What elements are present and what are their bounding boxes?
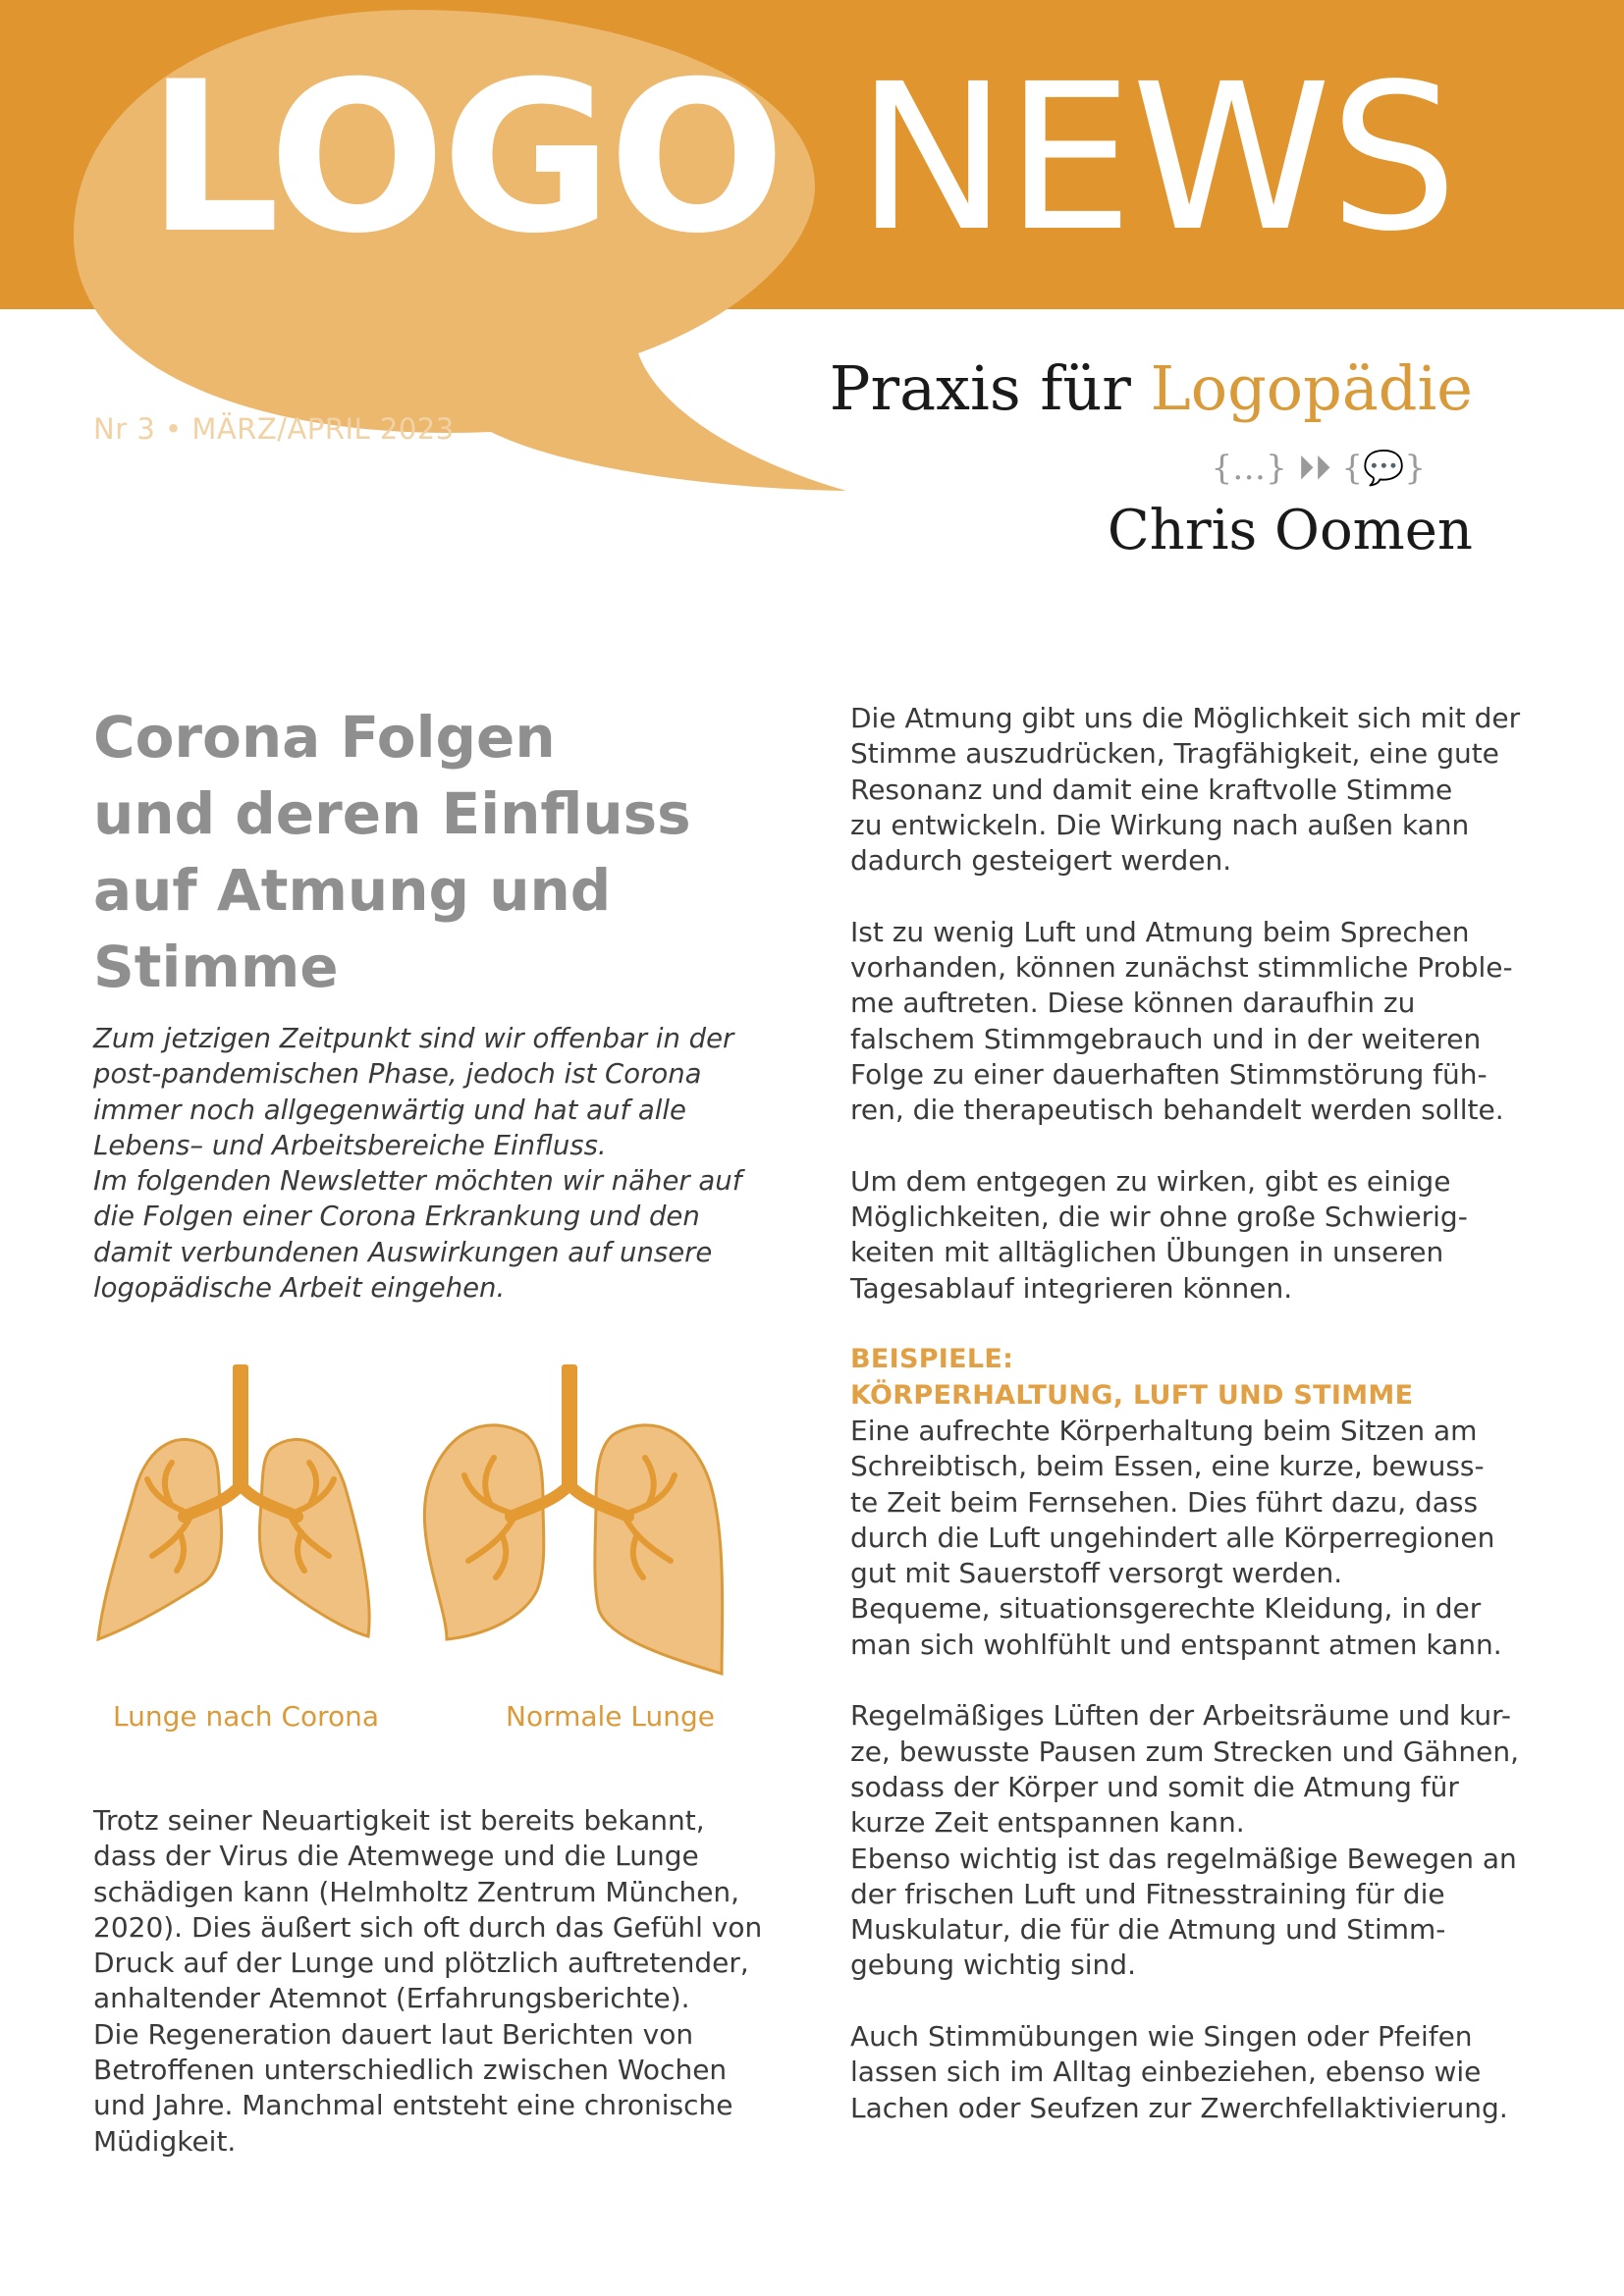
body-line: ren, die therapeutisch behandelt werden sollte. [850,1094,1504,1127]
body-line: Tagesablauf integrieren können. [850,1271,1293,1305]
practice-title [829,352,1473,424]
logo-word: LOGO [147,36,782,279]
headline-line: auf Atmung und [93,857,612,924]
body-line: te Zeit beim Fernsehen. Dies führt dazu, dass [850,1485,1479,1519]
body-line: Druck auf der Lunge und plötzlich auftretender, [93,1947,749,1980]
body-line: Lachen oder Seufzen zur Zwerchfellaktivierung. [850,2091,1508,2124]
intro-line: post-pandemischen Phase, jedoch ist Corona [93,1058,702,1091]
body-line: 2020). Dies äußert sich oft durch das Gefühl von [93,1910,763,1944]
body-line: sodass der Körper und somit die Atmung für [850,1770,1459,1803]
damaged-lungs-icon [98,1364,369,1639]
body-line: der frischen Luft und Fitnesstraining für die [850,1877,1445,1910]
body-line: Stimme auszudrücken, Tragfähigkeit, eine gute [850,737,1499,771]
body-line: me auftreten. Diese können daraufhin zu [850,987,1416,1020]
body-line: falschem Stimmgebrauch und in der weiteren [850,1022,1482,1055]
intro-line: Im folgenden Newsletter möchten wir näher auf [93,1165,742,1198]
paragraph-voice-problems [850,915,1538,1129]
body-line: lassen sich im Alltag einbeziehen, ebenso wie [850,2056,1482,2089]
headline-line: Stimme [93,934,339,1000]
body-line: Ist zu wenig Luft und Atmung beim Sprechen [850,915,1470,948]
paragraph-voice-exercises [850,2019,1538,2126]
caption-normal-lung: Normale Lunge [506,1700,716,1733]
right-column [850,701,1538,2126]
body-line: Auch Stimmübungen wie Singen oder Pfeifen [850,2019,1473,2053]
paragraph-posture [850,1414,1538,1663]
paragraph-countermeasures [850,1164,1538,1307]
intro-line: logopädische Arbeit eingehen. [93,1272,506,1305]
body-line: gut mit Sauerstoff versorgt werden. [850,1557,1343,1590]
normal-lungs-icon [424,1364,722,1674]
practice-brand-mark: {…} ⏵⏵ {💬} [1211,449,1426,488]
body-line: Trotz seiner Neuartigkeit ist bereits bekannt, [93,1804,705,1837]
body-line: Resonanz und damit eine kraftvolle Stimme [850,773,1453,806]
body-line: durch die Luft ungehindert alle Körperregionen [850,1521,1495,1554]
caption-lung-after-corona: Lunge nach Corona [113,1700,380,1733]
body-line: vorhanden, können zunächst stimmliche Proble- [850,951,1513,985]
body-line: Betroffenen unterschiedlich zwischen Wochen [93,2054,728,2087]
body-line: Um dem entgegen zu wirken, gibt es einige [850,1164,1451,1198]
body-line: keiten mit alltäglichen Übungen in unseren [850,1236,1444,1269]
body-line: Muskulatur, die für die Atmung und Stimm- [850,1913,1446,1947]
body-line: Schreibtisch, beim Essen, eine kurze, bewuss- [850,1450,1485,1483]
practice-title-highlight: Logopädie [1150,352,1473,424]
body-line: Die Atmung gibt uns die Möglichkeit sich mit der [850,702,1521,734]
news-word: NEWS [856,40,1456,276]
body-line: Müdigkeit. [93,2124,237,2158]
paragraph-ventilation-exercise [850,1698,1538,1983]
lungs-figure [93,1360,781,1683]
body-line: Eine aufrechte Körperhaltung beim Sitzen am [850,1414,1478,1447]
paragraph-breathing-voice [850,701,1538,879]
body-line: ze, bewusste Pausen zum Strecken und Gähnen, [850,1735,1520,1768]
body-line: Folge zu einer dauerhaften Stimmstörung füh- [850,1057,1488,1091]
body-line: kurze Zeit entspannen kann. [850,1806,1245,1840]
body-line: Die Regeneration dauert laut Berichten von [93,2017,694,2051]
practice-title-prefix: Praxis für [829,352,1151,424]
issue-line: Nr 3 • MÄRZ/APRIL 2023 [93,412,455,446]
body-line: und Jahre. Manchmal entsteht eine chronische [93,2089,733,2122]
body-line: Regelmäßiges Lüften der Arbeitsräume und kur- [850,1699,1511,1733]
body-line: man sich wohlfühlt und entspannt atmen kann. [850,1628,1502,1661]
examples-heading [850,1342,1538,1414]
body-line: dass der Virus die Atemwege und die Lunge [93,1840,699,1873]
heading-line: BEISPIELE: [850,1344,1014,1375]
practice-logo [829,352,1483,574]
body-line: Ebenso wichtig ist das regelmäßige Bewegen an [850,1842,1517,1875]
left-body-paragraph [93,1803,800,2160]
intro-line: damit verbundenen Auswirkungen auf unsere [93,1236,713,1268]
headline-line: und deren Einfluss [93,780,691,847]
body-line: Möglichkeiten, die wir ohne große Schwierig- [850,1201,1468,1234]
intro-line: Lebens– und Arbeitsbereiche Einfluss. [93,1129,607,1161]
article-headline [93,699,800,1005]
headline-line: Corona Folgen [93,704,556,771]
body-line: gebung wichtig sind. [850,1949,1136,1982]
intro-line: Zum jetzigen Zeitpunkt sind wir offenbar in der [93,1023,734,1054]
intro-line: immer noch allgegenwärtig und hat auf alle [93,1094,686,1126]
heading-line: KÖRPERHALTUNG, LUFT UND STIMME [850,1379,1414,1411]
body-line: zu entwickeln. Die Wirkung nach außen kann [850,808,1470,841]
body-line: anhaltender Atemnot (Erfahrungsberichte). [93,1982,690,2015]
intro-line: die Folgen einer Corona Erkrankung und den [93,1201,700,1233]
body-line: dadurch gesteigert werden. [850,844,1232,878]
intro-paragraph [93,1021,800,1306]
body-line: Bequeme, situationsgerechte Kleidung, in der [850,1592,1482,1626]
practice-name: Chris Oomen [1107,499,1473,562]
body-line: schädigen kann (Helmholtz Zentrum München, [93,1875,740,1908]
